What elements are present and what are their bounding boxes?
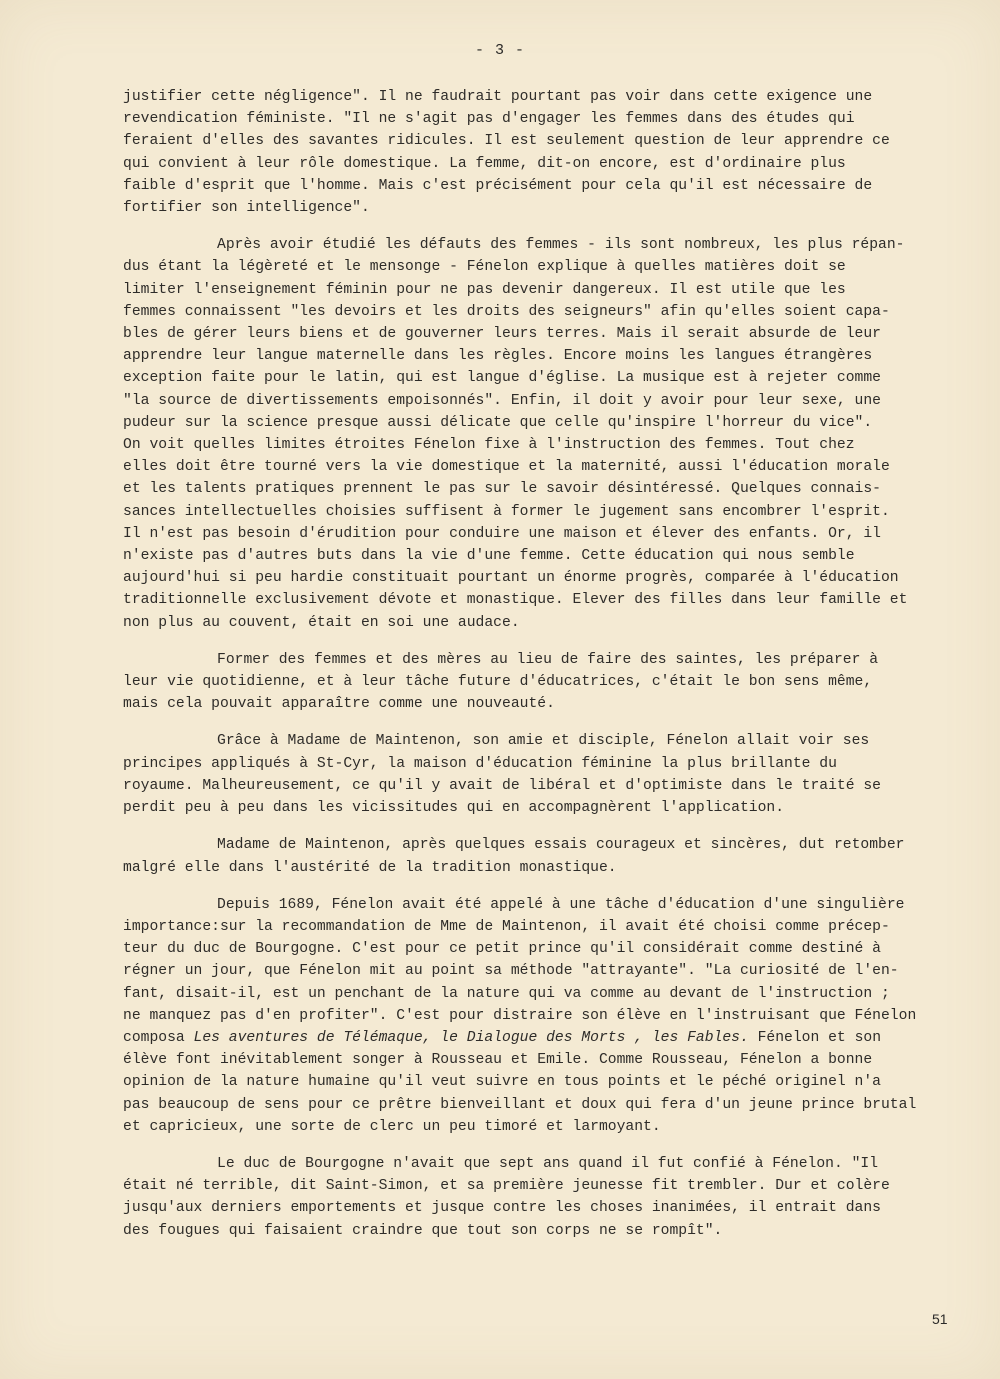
paragraph-4 bbox=[123, 730, 965, 819]
text-line: bles de gérer leurs biens et de gouverner leurs terres. Mais il serait absurde de leur bbox=[123, 326, 881, 343]
text-line: On voit quelles limites étroites Fénelon fixe à l'instruction des femmes. Tout chez bbox=[123, 437, 855, 454]
text-line: Il n'est pas besoin d'érudition pour conduire une maison et élever des enfants. Or, il bbox=[123, 525, 881, 542]
text-line: Le duc de Bourgogne n'avait que sept ans quand il fut confié à Fénelon. "Il bbox=[217, 1155, 879, 1172]
text-line: élève font inévitablement songer à Rousseau et Emile. Comme Rousseau, Fénelon a bonne bbox=[123, 1052, 873, 1069]
text-line: femmes connaissent "les devoirs et les droits des seigneurs" afin qu'elles soient capa- bbox=[123, 303, 890, 320]
text-line: mais cela pouvait apparaître comme une nouveauté. bbox=[123, 696, 555, 713]
text-line: qui convient à leur rôle domestique. La femme, dit-on encore, est d'ordinaire plus bbox=[123, 155, 846, 172]
text-line: non plus au couvent, était en soi une audace. bbox=[123, 614, 520, 631]
text-line: Depuis 1689, Fénelon avait été appelé à une tâche d'éducation d'une singulière bbox=[217, 896, 905, 913]
text-line: Former des femmes et des mères au lieu de faire des saintes, les préparer à bbox=[217, 651, 879, 668]
body-text bbox=[123, 86, 965, 1257]
paragraph-6 bbox=[123, 894, 965, 1138]
text-line: pas beaucoup de sens pour ce prêtre bienveillant et doux qui fera d'un jeune prince brutal bbox=[123, 1096, 917, 1113]
text-line: fant, disait-il, est un penchant de la nature qui va comme au devant de l'instruction ; bbox=[123, 985, 890, 1002]
text-segment: composa bbox=[123, 1029, 194, 1046]
text-line: opinion de la nature humaine qu'il veut suivre en tous points et le péché originel n'a bbox=[123, 1074, 881, 1091]
text-line: exception faite pour le latin, qui est langue d'église. La musique est à rejeter comme bbox=[123, 370, 881, 387]
page-footer-number: 51 bbox=[932, 1311, 948, 1327]
text-line: principes appliqués à St-Cyr, la maison d'éducation féminine la plus brillante du bbox=[123, 755, 837, 772]
text-line: leur vie quotidienne, et à leur tâche future d'éducatrices, c'était le bon sens même, bbox=[123, 674, 873, 691]
text-line: n'existe pas d'autres buts dans la vie d'une femme. Cette éducation qui nous semble bbox=[123, 548, 855, 565]
text-line: fortifier son intelligence". bbox=[123, 200, 370, 217]
text-line: importance:sur la recommandation de Mme de Maintenon, il avait été choisi comme précep- bbox=[123, 918, 890, 935]
text-line: était né terrible, dit Saint-Simon, et sa première jeunesse fit trembler. Dur et colère bbox=[123, 1178, 890, 1195]
works-titles: Les aventures de Télémaque, le Dialogue des Morts , les Fables. bbox=[193, 1029, 749, 1046]
text-line: jusqu'aux derniers emportements et jusque contre les choses inanimées, il entrait dans bbox=[123, 1200, 881, 1217]
text-line: revendication féministe. "Il ne s'agit pas d'engager les femmes dans des études qui bbox=[123, 111, 855, 128]
text-line: justifier cette négligence". Il ne faudrait pourtant pas voir dans cette exigence une bbox=[123, 89, 873, 105]
text-line: Après avoir étudié les défauts des femmes - ils sont nombreux, les plus répan- bbox=[217, 237, 905, 254]
paragraph-2 bbox=[123, 234, 965, 634]
text-line: pudeur sur la science presque aussi délicate que celle qu'inspire l'horreur du vice". bbox=[123, 414, 873, 431]
paragraph-7 bbox=[123, 1153, 965, 1242]
text-line: faible d'esprit que l'homme. Mais c'est précisément pour cela qu'il est nécessaire de bbox=[123, 177, 873, 194]
text-line: et les talents pratiques prennent le pas sur le savoir désintéressé. Quelques connais- bbox=[123, 481, 881, 498]
text-line: Madame de Maintenon, après quelques essais courageux et sincères, dut retomber bbox=[217, 837, 905, 854]
text-segment: Fénelon et son bbox=[748, 1029, 882, 1046]
text-line: régner un jour, que Fénelon mit au point sa méthode "attrayante". "La curiosité de l'en- bbox=[123, 963, 899, 980]
text-line: apprendre leur langue maternelle dans les règles. Encore moins les langues étrangères bbox=[123, 348, 873, 365]
text-line: elles doit être tourné vers la vie domestique et la maternité, aussi l'éducation morale bbox=[123, 459, 890, 476]
text-line: perdit peu à peu dans les vicissitudes qui en accompagnèrent l'application. bbox=[123, 800, 785, 817]
paragraph-5 bbox=[123, 834, 965, 878]
text-line: des fougues qui faisaient craindre que tout son corps ne se rompît". bbox=[123, 1222, 723, 1239]
text-line: dus étant la légèreté et le mensonge - Fénelon explique à quelles matières doit se bbox=[123, 259, 846, 276]
text-line: ne manquez pas d'en profiter". C'est pour distraire son élève en l'instruisant que Fénelon bbox=[123, 1007, 917, 1024]
text-line: Grâce à Madame de Maintenon, son amie et disciple, Fénelon allait voir ses bbox=[217, 733, 870, 750]
text-line-with-titles bbox=[123, 1027, 965, 1049]
text-line: limiter l'enseignement féminin pour ne pas devenir dangereux. Il est utile que les bbox=[123, 281, 846, 298]
paragraph-1 bbox=[123, 86, 965, 219]
text-line: sances intellectuelles choisies suffisent à former le jugement sans encombrer l'esprit. bbox=[123, 503, 890, 520]
text-line: et capricieux, une sorte de clerc un peu timoré et larmoyant. bbox=[123, 1118, 661, 1135]
paragraph-3 bbox=[123, 649, 965, 716]
text-line: "la source de divertissements empoisonnés". Enfin, il doit y avoir pour leur sexe, une bbox=[123, 392, 881, 409]
text-line: malgré elle dans l'austérité de la tradition monastique. bbox=[123, 859, 617, 876]
text-line: feraient d'elles des savantes ridicules. Il est seulement question de leur apprendre ce bbox=[123, 133, 890, 150]
text-line: aujourd'hui si peu hardie constituait pourtant un énorme progrès, comparée à l'éducation bbox=[123, 570, 899, 587]
text-line: royaume. Malheureusement, ce qu'il y avait de libéral et d'optimiste dans le traité se bbox=[123, 777, 881, 794]
page-header-number: - 3 - bbox=[474, 42, 525, 59]
text-line: teur du duc de Bourgogne. C'est pour ce petit prince qu'il considérait comme destiné à bbox=[123, 941, 881, 958]
text-line: traditionnelle exclusivement dévote et monastique. Elever des filles dans leur famille et bbox=[123, 592, 908, 609]
